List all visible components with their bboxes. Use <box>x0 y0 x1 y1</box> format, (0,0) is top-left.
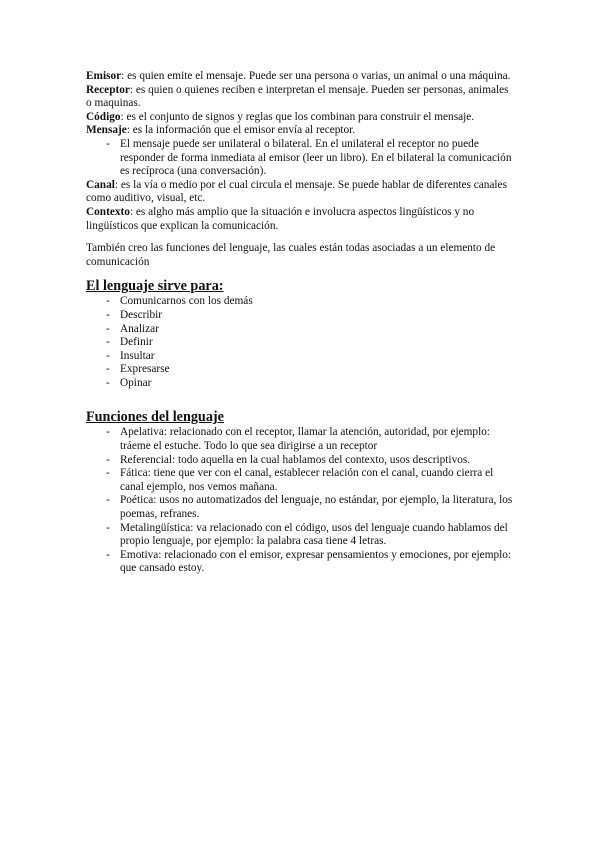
section-heading-usos: El lenguaje sirve para: <box>86 278 224 295</box>
list-item <box>86 295 516 309</box>
definition-mensaje <box>86 124 516 138</box>
list-item-text: Opinar <box>120 376 152 389</box>
list-item-text: Insultar <box>120 349 155 362</box>
dash-bullet: - <box>106 494 110 507</box>
intro-paragraph: También creo las funciones del lenguaje, las cuales están todas asociadas a un elemento de comunicación <box>86 242 496 268</box>
list-item-text: Describir <box>120 308 163 321</box>
list-item <box>86 549 516 576</box>
list-item <box>86 323 516 337</box>
list-item-text: Poética: usos no automatizados del lenguaje, no estándar, por ejemplo, la literatura, los poemas, refranes. <box>120 494 513 521</box>
term: Mensaje <box>86 124 127 137</box>
dash-bullet: - <box>106 467 110 480</box>
mensaje-sublist <box>86 138 516 179</box>
definition-canal <box>86 179 516 206</box>
dash-bullet: - <box>106 336 110 349</box>
list-item-text: Definir <box>120 336 153 349</box>
dash-bullet: - <box>106 548 110 561</box>
definition-text: : es quien o quienes reciben e interpretan el mensaje. Pueden ser personas, animales o maquinas. <box>86 83 509 110</box>
list-item-text: Comunicarnos con los demás <box>120 295 253 308</box>
dash-bullet: - <box>106 453 110 466</box>
dash-bullet: - <box>106 295 110 308</box>
usos-list <box>86 295 516 390</box>
list-item <box>86 350 516 364</box>
list-item-text: Fática: tiene que ver con el canal, establecer relación con el canal, cuando cierra el canal ejemplo, nos vemos mañana. <box>120 467 494 493</box>
dash-bullet: - <box>106 308 110 321</box>
term: Contexto <box>86 205 130 218</box>
list-item-text: Emotiva: relacionado con el emisor, expresar pensamientos y emociones, por ejemplo: que cansado estoy. <box>120 548 512 575</box>
definition-codigo <box>86 111 516 125</box>
list-item <box>86 454 516 468</box>
list-item-text: Apelativa: relacionado con el receptor, llamar la atención, autoridad, por ejemplo: tráeme el estuche. Todo lo que sea dirigirse a un receptor <box>120 426 490 453</box>
list-item <box>86 138 516 179</box>
dash-bullet: - <box>106 349 110 362</box>
list-item <box>86 309 516 323</box>
term: Canal <box>86 178 115 191</box>
dash-bullet: - <box>106 426 110 439</box>
definition-receptor <box>86 84 516 111</box>
list-item <box>86 494 516 521</box>
list-item-text: Referencial: todo aquella en la cual hablamos del contexto, usos descriptivos. <box>120 453 471 466</box>
term: Receptor <box>86 83 130 96</box>
dash-bullet: - <box>106 137 110 150</box>
list-item <box>86 426 516 453</box>
definition-contexto <box>86 206 516 233</box>
dash-bullet: - <box>106 322 110 335</box>
list-item <box>86 336 516 350</box>
list-item-text: Expresarse <box>120 363 170 376</box>
list-item-text: El mensaje puede ser unilateral o bilateral. En el unilateral el receptor no puede responder de forma inmediata al emisor (leer un libro). En el bilateral la comunicación es recíproca (una conversación). <box>120 137 512 178</box>
list-item <box>86 522 516 549</box>
list-item <box>86 363 516 377</box>
list-item-text: Metalingüística: va relacionado con el código, usos del lenguaje cuando hablamos del propio lenguaje, por ejemplo: la palabra casa tiene 4 letras. <box>120 521 508 548</box>
dash-bullet: - <box>106 376 110 389</box>
term: Emisor <box>86 70 122 82</box>
definition-text: : es algho más amplio que la situación e involucra aspectos lingüísticos y no lingüísticos que explican la comunicación. <box>86 205 475 232</box>
definition-text: : es el conjunto de signos y reglas que los combinan para construir el mensaje. <box>120 110 475 123</box>
definition-text: : es la información que el emisor envía al receptor. <box>126 124 356 137</box>
dash-bullet: - <box>106 521 110 534</box>
funciones-list <box>86 426 516 576</box>
section-heading-funciones: Funciones del lenguaje <box>86 409 224 426</box>
list-item <box>86 467 516 494</box>
term: Código <box>86 110 121 123</box>
definition-text: : es la vía o medio por el cual circula el mensaje. Se puede hablar de diferentes canales como auditivo, visual, etc. <box>86 178 507 205</box>
dash-bullet: - <box>106 363 110 376</box>
list-item-text: Analizar <box>120 322 159 335</box>
definition-text: : es quien emite el mensaje. Puede ser una persona o varias, un animal o una máquina. <box>121 70 511 82</box>
list-item <box>86 377 516 391</box>
document-page <box>86 70 516 576</box>
definition-emisor <box>86 70 516 84</box>
